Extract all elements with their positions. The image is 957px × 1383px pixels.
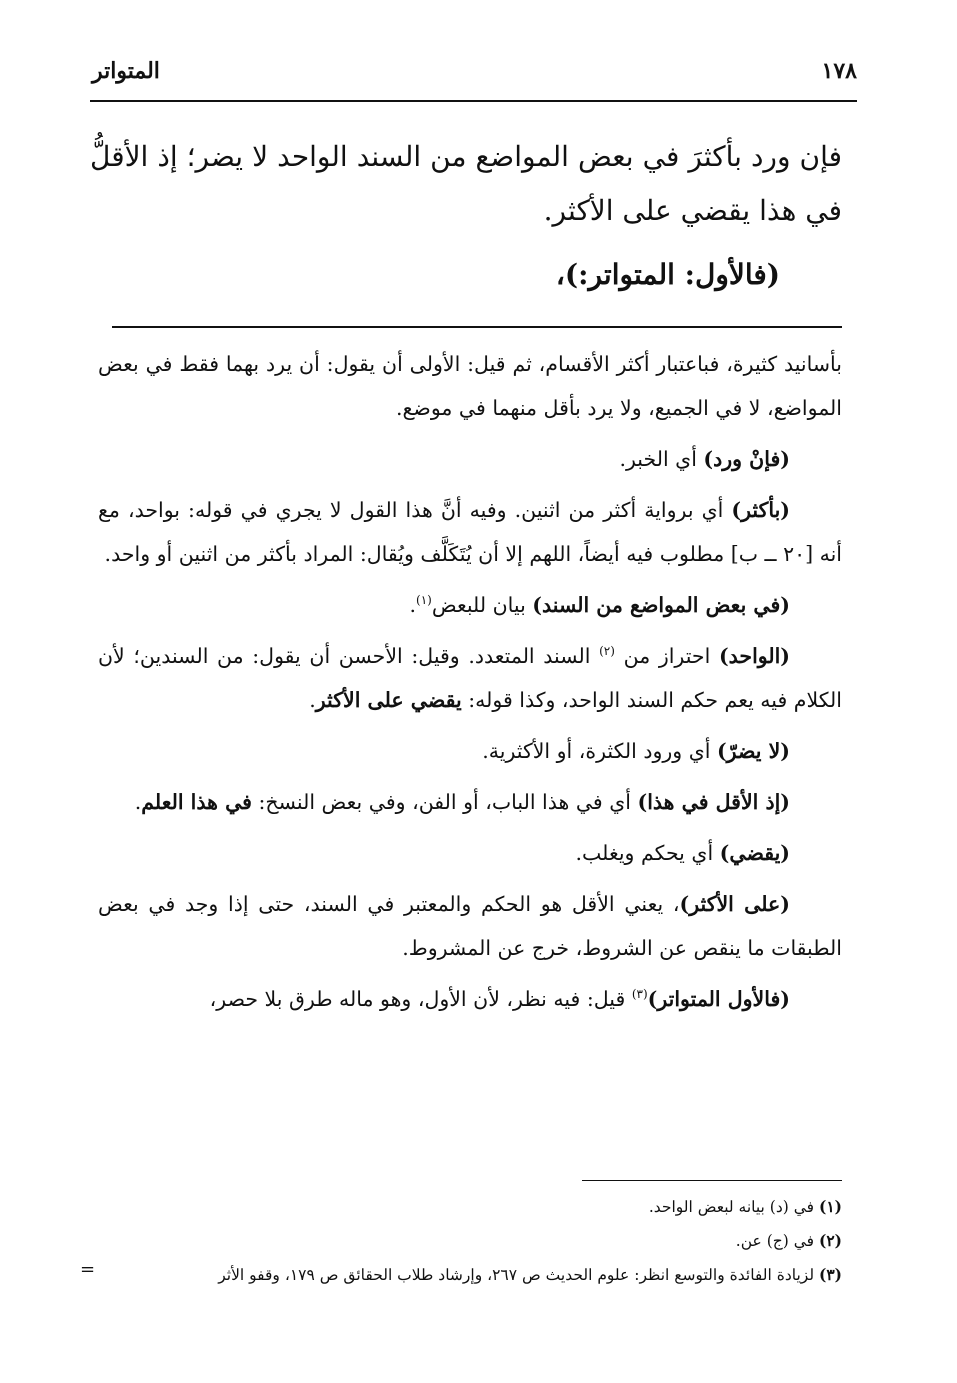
- footnote-ref: (٣): [631, 987, 648, 1002]
- commentary-paragraph: [98, 634, 842, 722]
- commentary-text: أي برواية أكثر من اثنين. وفيه أنَّ هذا القول لا يجري في قوله: بواحد، مع أنه [٢٠ ــ ب] مطلوب فيه أيضاً، اللهم إلا أن يُتَكَلَّف ويُقال: المراد بأكثر من اثنين أو واحد.: [98, 498, 842, 566]
- commentary-text: قيل: فيه نظر، لأن الأول، وهو ماله طرق بلا حصر،: [209, 987, 632, 1011]
- commentary-paragraph: [98, 882, 842, 970]
- commentary: [98, 342, 842, 1028]
- footnote-text: في (ج) عن.: [735, 1232, 819, 1250]
- commentary-paragraph: بأسانيد كثيرة، فباعتبار أكثر الأقسام، ثم قيل: الأولى أن يقول: أن يرد بهما فقط في بعض المواضع، لا في الجميع، ولا يرد بأقل منهما في موضع.: [98, 352, 842, 420]
- commentary-paragraph: [98, 977, 842, 1021]
- page-number: ١٧٨: [821, 58, 857, 84]
- footnote: [80, 1224, 842, 1258]
- commentary-text: ، يعني الأقل هو الحكم والمعتبر في السند، حتى إذا وجد في بعض الطبقات ما ينقص عن الشروط، خرج عن المشروط.: [98, 892, 842, 960]
- commentary-text: أي يحكم ويغلب.: [575, 841, 720, 865]
- commentary-text: .: [309, 688, 316, 712]
- commented-term: (لا يضرّ): [716, 739, 790, 763]
- main-text: [90, 130, 842, 302]
- header-divider: [90, 100, 857, 102]
- footnote-number: (٣): [818, 1265, 842, 1284]
- commented-term: (إذ الأقل في هذا): [637, 790, 790, 814]
- commented-term: (على الأكثر): [679, 892, 790, 916]
- quoted-phrase: يقضي على الأكثر: [315, 688, 462, 712]
- main-paragraph: فإن ورد بأكثرَ في بعض المواضع من السند الواحد لا يضر؛ إذ الأقلُّ في هذا يقضي على الأكثر.: [90, 140, 842, 227]
- commented-term: (يقضي): [719, 841, 790, 865]
- footnotes: [80, 1190, 842, 1292]
- footnote-number: (٢): [818, 1231, 842, 1250]
- footnote-text: في (د) بيانه لبعض الواحد.: [648, 1198, 819, 1216]
- quoted-phrase: في هذا العلم: [141, 790, 252, 814]
- commented-term: (فالأول المتواتر): [647, 987, 790, 1011]
- commentary-text: أي ورود الكثرة، أو الأكثرية.: [482, 739, 717, 763]
- page-header: [92, 58, 857, 98]
- commented-term: (الواحد): [718, 644, 790, 668]
- footnote-ref: (٢): [599, 644, 615, 659]
- footnote-divider: [582, 1180, 842, 1181]
- commentary-text: أي في هذا الباب، أو الفن، وفي بعض النسخ:: [251, 790, 638, 814]
- commented-term: (بأكثر): [731, 498, 790, 522]
- commented-term: (فإنْ ورد): [703, 447, 790, 471]
- commentary-paragraph: [98, 488, 842, 576]
- footnote-ref: (١): [416, 593, 432, 608]
- footnote-text: لزيادة الفائدة والتوسع انظر: علوم الحديث ص ٢٦٧، وإرشاد طلاب الحقائق ص ١٧٩، وقفو الأثر: [218, 1266, 819, 1284]
- section-heading: (فالأول: المتواتر:)،: [555, 258, 780, 291]
- footnote-number: (١): [818, 1197, 842, 1216]
- commentary-paragraph: [98, 583, 842, 627]
- commentary-text: السند المتعدد. وقيل: الأحسن أن يقول: من السندين؛ لأن الكلام فيه يعم حكم السند الواحد، وكذا قوله:: [98, 644, 842, 712]
- commentary-text: .: [134, 790, 142, 814]
- commentary-paragraph: [98, 831, 842, 875]
- footnote: [80, 1190, 842, 1224]
- commentary-text: .: [409, 593, 417, 617]
- commentary-paragraph: [98, 729, 842, 773]
- footnote: [80, 1258, 842, 1292]
- commentary-text: أي الخبر.: [619, 447, 704, 471]
- continuation-mark: =: [80, 1259, 96, 1280]
- commentary-paragraph: [98, 437, 842, 481]
- commentary-text: احتراز من: [614, 644, 719, 668]
- running-title: المتواتر: [92, 58, 160, 84]
- commentary-text: بيان للبعض: [431, 593, 533, 617]
- commented-term: (في بعض المواضع من السند): [532, 593, 790, 617]
- commentary-paragraph: [98, 780, 842, 824]
- commentary-divider: [112, 326, 842, 328]
